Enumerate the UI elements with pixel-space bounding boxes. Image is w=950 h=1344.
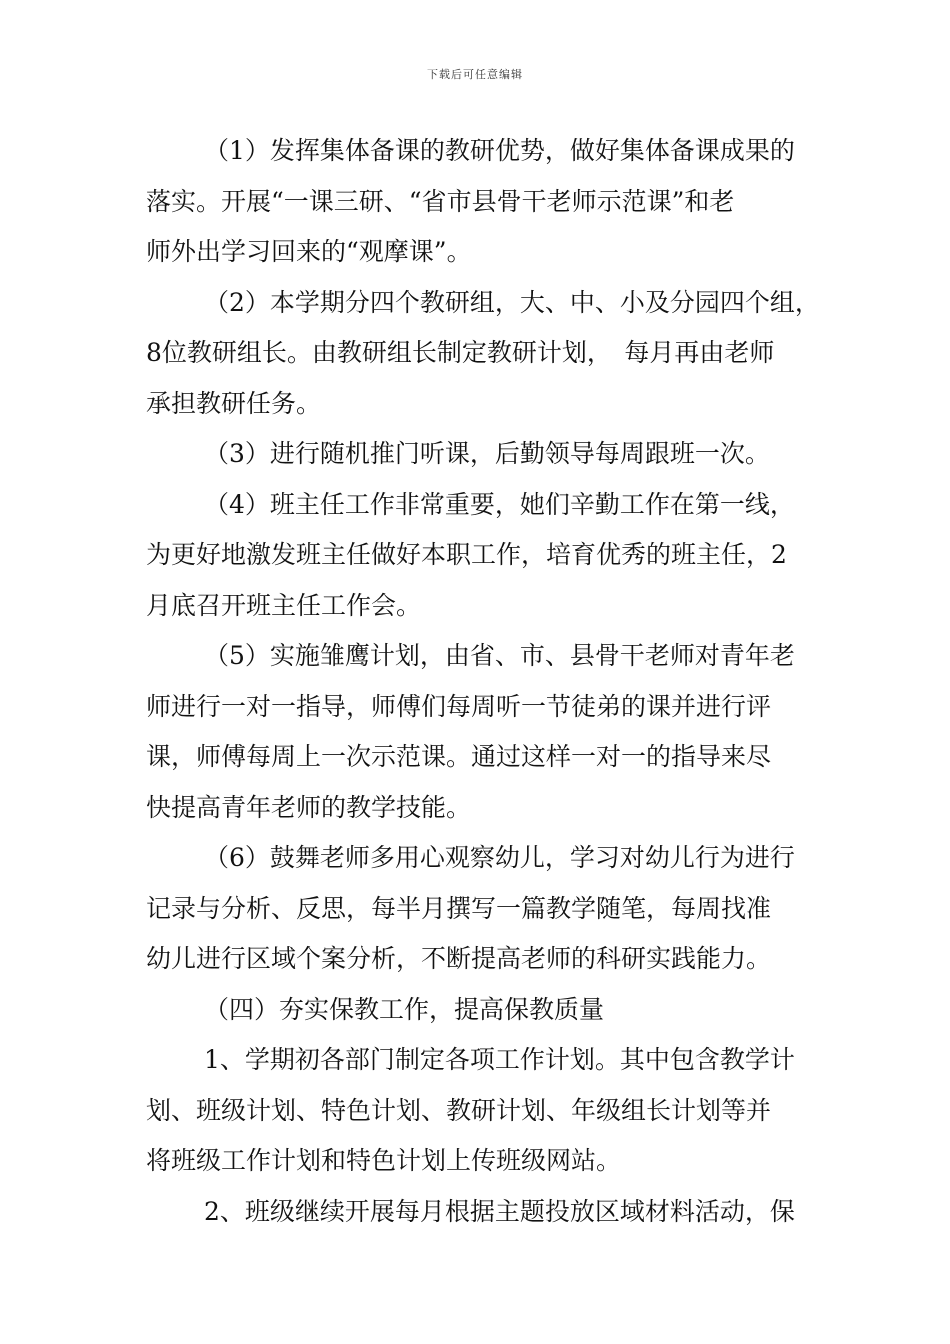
text-line: （1）发挥集体备课的教研优势，做好集体备课成果的 — [204, 136, 795, 165]
text-line: 课，师傅每周上一次示范课。通过这样一对一的指导来尽 — [146, 742, 772, 771]
text-line: 2、班级继续开展每月根据主题投放区域材料活动，保 — [204, 1196, 795, 1226]
text-line: （四）夯实保教工作，提高保教质量 — [204, 994, 605, 1024]
text-line: 8位教研组长。由教研组长制定教研计划， 每月再由老师 — [146, 338, 775, 367]
text-line: 将班级工作计划和特色计划上传班级网站。 — [146, 1146, 622, 1175]
page-header: 下载后可任意编辑 — [427, 68, 523, 81]
paragraph-8 — [146, 1187, 810, 1238]
paragraph-6 — [146, 833, 810, 985]
text-line: 1、学期初各部门制定各项工作计划。其中包含教学计 — [204, 1045, 795, 1074]
paragraph-5 — [146, 631, 810, 833]
paragraph-3 — [146, 429, 810, 480]
paragraph-2 — [146, 278, 820, 430]
section-heading — [146, 985, 810, 1036]
text-line: 划、班级计划、特色计划、教研计划、年级组长计划等并 — [146, 1095, 772, 1125]
text-line: 月底召开班主任工作会。 — [146, 590, 422, 620]
text-line: （3）进行随机推门听课，后勤领导每周跟班一次。 — [204, 439, 770, 468]
text-line: 师进行一对一指导，师傅们每周听一节徒弟的课并进行评 — [146, 691, 772, 721]
text-line: 师外出学习回来的“观摩课”。 — [146, 237, 472, 266]
text-line: 落实。开展“一课三研、“省市县骨干老师示范课”和老 — [146, 186, 735, 216]
text-line: （5）实施雏鹰计划，由省、市、县骨干老师对青年老 — [204, 641, 795, 670]
text-line: 承担教研任务。 — [146, 388, 322, 418]
text-line: 记录与分析、反思，每半月撰写一篇教学随笔，每周找准 — [146, 893, 772, 923]
text-line: （4）班主任工作非常重要，她们辛勤工作在第一线， — [204, 489, 795, 519]
text-line: （2）本学期分四个教研组，大、中、小及分园四个组， — [204, 287, 820, 317]
document-body — [146, 126, 820, 1237]
paragraph-4 — [146, 480, 810, 632]
text-line: （6）鼓舞老师多用心观察幼儿，学习对幼儿行为进行 — [204, 843, 795, 872]
text-line: 为更好地激发班主任做好本职工作，培育优秀的班主任，2 — [146, 540, 787, 569]
text-line: 幼儿进行区域个案分析，不断提高老师的科研实践能力。 — [146, 944, 772, 973]
text-line: 快提高青年老师的教学技能。 — [146, 792, 472, 822]
paragraph-1 — [146, 126, 810, 278]
paragraph-7 — [146, 1035, 810, 1187]
